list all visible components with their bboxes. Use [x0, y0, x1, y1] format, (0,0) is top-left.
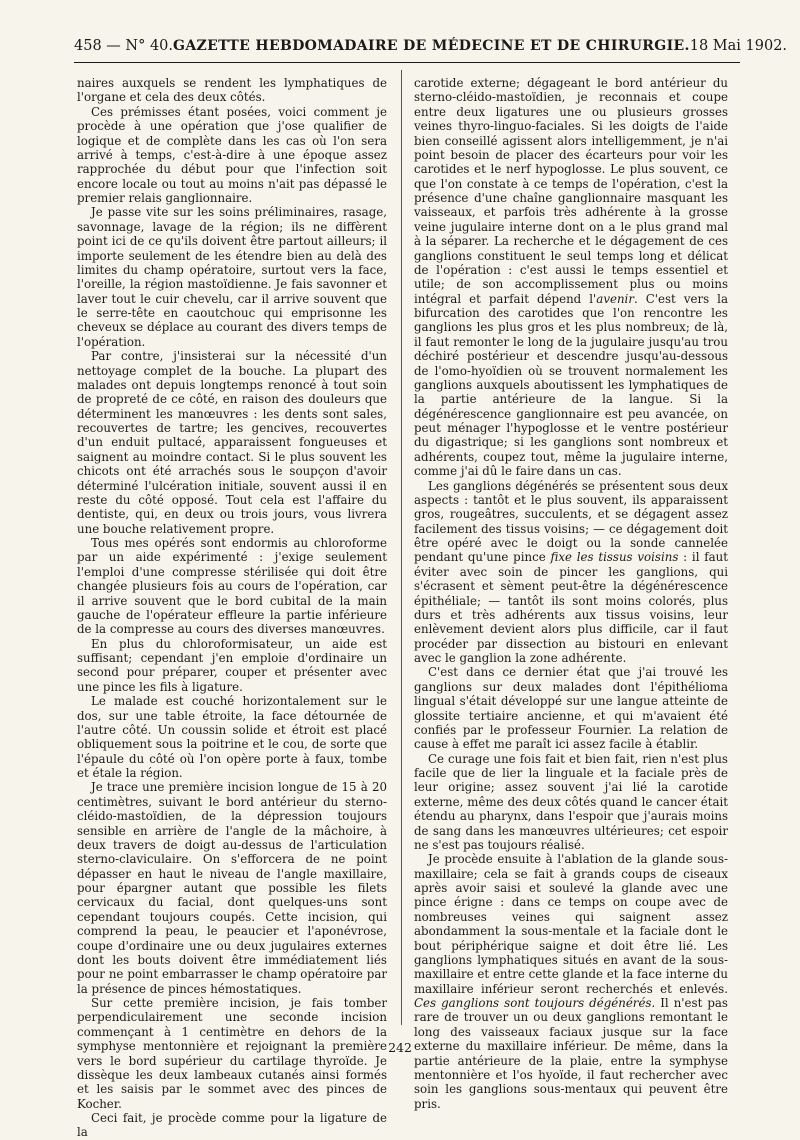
- header-rule: [74, 62, 740, 63]
- text-run: carotide externe; dégageant le bord antérieur du sterno-cléido-mastoïdien, je reconnais et coupe entre deux ligatures une ou plusieurs grosses veines thyro-linguo-faciales. Si les doigts de l'aide bien conseillé agissent alors intelligemment, je n'ai point besoin de placer des écarteurs pour voir les carotides et le nerf hypoglosse. Le plus souvent, ce que l'on constate à ce temps de l'opération, c'est la présence d'une chaîne ganglionnaire masquant les vaisseaux, et parfois très adhérente à la grosse veine jugulaire interne dont on a le plus grand mal à la séparer. La recherche et le dégagement de ces ganglions constituent le seul temps long et délicat de l'opération : c'est aussi le temps essentiel et utile; de son accomplissement plus ou moins intégral et parfait dépend l': [414, 76, 728, 306]
- paragraph: Je passe vite sur les soins préliminaires, rasage, savonnage, lavage de la région; ils ne diffèrent point ici de ce qu'ils doivent être partout ailleurs; il importe seulement de les étendre bien au delà des limites du champ opératoire, surtout vers la face, l'oreille, la région mastoïdienne. Je fais savonner et laver tout le cuir chevelu, car il arrive souvent que le serre-tête en caoutchouc qui emprisonne les cheveux se déplace au courant des divers temps de l'opération.: [77, 205, 387, 349]
- issue-number: — N° 40.: [106, 38, 174, 54]
- paragraph: Tous mes opérés sont endormis au chloroforme par un aide expérimenté : j'exige seulement l'emploi d'une compresse stérilisée qui doit être changée plusieurs fois au cours de l'opération, car il arrive souvent que le bord cubital de la main gauche de l'opérateur effleure la partie inférieure de la compresse au cours des diverses manœuvres.: [77, 536, 387, 637]
- paragraph: [414, 852, 728, 1111]
- page-footer-number: 242: [388, 1040, 412, 1055]
- issue-date: 18 Mai 1902.: [689, 38, 788, 54]
- text-run: . C'est vers la bifurcation des carotides que l'on rencontre les ganglions les plus gros et les plus nombreux; de là, il faut remonter le long de la jugulaire jusqu'au trou déchiré postérieur et descendre jusqu'au-dessous de l'omo-hyoïdien où se trouvent normalement les ganglions auxquels aboutissent les lymphatiques de la partie antérieure de la langue. Si la dégénérescence ganglionnaire est peu avancée, on peut ménager l'hypoglosse et le ventre postérieur du digastrique; si les ganglions sont nombreux et adhérents, coupez tout, même la jugulaire interne, comme j'ai dû le faire dans un cas.: [414, 291, 728, 479]
- paragraph: Ceci fait, je procède comme pour la ligature de la: [77, 1111, 387, 1140]
- paragraph: Sur cette première incision, je fais tomber perpendiculairement une seconde incision commençant à 1 centimètre en dehors de la symphyse mentonnière et rejoignant la première vers le bord supérieur du cartilage thyroïde. Je dissèque les deux lambeaux cutanés ainsi formés et les saisis par le sommet avec des pinces de Kocher.: [77, 996, 387, 1111]
- paragraph: [414, 479, 728, 666]
- paragraph: Ce curage une fois fait et bien fait, rien n'est plus facile que de lier la linguale et la faciale près de leur origine; assez souvent j'ai lié la carotide externe, même des deux côtés quand le cancer était étendu au pharynx, dans l'espoir que j'aurais moins de sang dans les manœuvres ultérieures; cet espoir ne s'est pas toujours réalisé.: [414, 751, 728, 852]
- italic-run: avenir: [596, 291, 634, 306]
- paragraph: [414, 76, 728, 479]
- paragraph: Je trace une première incision longue de 15 à 20 centimètres, suivant le bord antérieur du sterno-cléido-mastoïdien, de la dépression toujours sensible en arrière de l'angle de la mâchoire, à deux travers de doigt au-dessus de l'articulation sterno-claviculaire. On s'efforcera de ne point dépasser en haut le niveau de l'angle maxillaire, pour épargner autant que possible les filets cervicaux du facial, dont quelques-uns sont cependant toujours coupés. Cette incision, qui comprend la peau, le peaucier et l'aponévrose, coupe d'ordinaire une ou deux jugulaires externes dont les bouts doivent être immédiatement liés pour ne point embarrasser le champ opératoire par la présence de pinces hémostatiques.: [77, 780, 387, 996]
- text-run: : il faut éviter avec soin de pincer les ganglions, qui s'écrasent et sèment peut-être la dégénérescence épithéliale; — tantôt ils sont moins colorés, plus durs et très adhérents aux tissus voisins, leur enlèvement devient alors plus difficile, car il faut procéder par dissection au bistouri en enlevant avec le ganglion la zone adhérente.: [414, 550, 728, 665]
- paragraph: Le malade est couché horizontalement sur le dos, sur une table étroite, la face détournée de l'autre côté. Un coussin solide et étroit est placé obliquement sous la poitrine et le cou, de sorte que l'épaule du côté où l'on opère porte à faux, tombe et étale la région.: [77, 694, 387, 780]
- paragraph: Par contre, j'insisterai sur la nécessité d'un nettoyage complet de la bouche. La plupart des malades ont depuis longtemps renoncé à tout soin de propreté de ce côté, en raison des douleurs que déterminent les manœuvres : les dents sont sales, recouvertes de tartre; les gencives, recouvertes d'un enduit pultacé, apparaissent fongueuses et saignent au moindre contact. Si le plus souvent les chicots ont été arrachés sous le soupçon d'avoir déterminé l'ulcération initiale, souvent aussi il en reste du côté opposé. Tout cela est l'affaire du dentiste, qui, en deux ou trois jours, vous livrera une bouche relativement propre.: [77, 349, 387, 536]
- page-number: 458: [74, 38, 102, 54]
- paragraph: naires auxquels se rendent les lymphatiques de l'organe et cela des deux côtés.: [77, 76, 387, 105]
- left-column: [77, 76, 387, 1140]
- text-run: Les ganglions dégénérés se présentent sous deux aspects : tantôt et le plus souvent, ils apparaissent gros, rougeâtres, succulents, et se dégagent assez facilement des tissus voisins; — ce dégagement doit être opéré avec le doigt ou la sonde cannelée pendant qu'une pince: [414, 478, 728, 565]
- italic-run: Ces ganglions sont toujours dégénérés.: [414, 996, 656, 1010]
- paragraph: En plus du chloroformisateur, un aide est suffisant; cependant j'en emploie d'ordinaire un second pour préparer, couper et présenter avec une pince les fils à ligature.: [77, 636, 387, 694]
- column-divider: [401, 70, 402, 1025]
- paragraph: Ces prémisses étant posées, voici comment je procède à une opération que j'ose qualifier de logique et de complète dans les cas où l'on sera arrivé à temps, c'est-à-dire à une époque assez rapprochée du début pour que l'infection soit encore locale ou tout au moins n'ait pas dépassé le premier relais ganglionnaire.: [77, 104, 387, 205]
- right-column: [414, 76, 728, 1111]
- italic-run: fixe les tissus voisins: [550, 550, 679, 565]
- journal-title: GAZETTE HEBDOMADAIRE DE MÉDECINE ET DE CHIRURGIE.: [173, 38, 690, 54]
- text-run: Je procède ensuite à l'ablation de la glande sous-maxillaire; cela se fait à grands coups de ciseaux après avoir saisi et soulevé la glande avec une pince érigne : dans ce temps on coupe avec de nombreuses veines qui saignent assez abondamment la sous-mentale et la faciale dont le bout périphérique saigne et doit être lié. Les ganglions lymphatiques situés en avant de la sous-maxillaire et entre cette glande et la face interne du maxillaire inférieur seront recherchés et enlevés.: [414, 852, 728, 996]
- text-run: Il n'est pas rare de trouver un ou deux ganglions remontant le long des vaisseaux faciaux jusque sur la face externe du maxillaire inférieur. De même, dans la partie antérieure de la plaie, entre la symphyse mentonnière et l'os hyoïde, il faut rechercher avec soin les ganglions sous-mentaux qui peuvent être pris.: [414, 996, 728, 1111]
- paragraph: C'est dans ce dernier état que j'ai trouvé les ganglions sur deux malades dont l'épithélioma lingual s'était développé sur une langue atteinte de glossite tertiaire ancienne, et qui m'avaient été confiés par le professeur Fournier. La relation de cause à effet me paraît ici assez facile à établir.: [414, 665, 728, 752]
- header-left: [74, 38, 173, 54]
- running-header: [74, 38, 788, 60]
